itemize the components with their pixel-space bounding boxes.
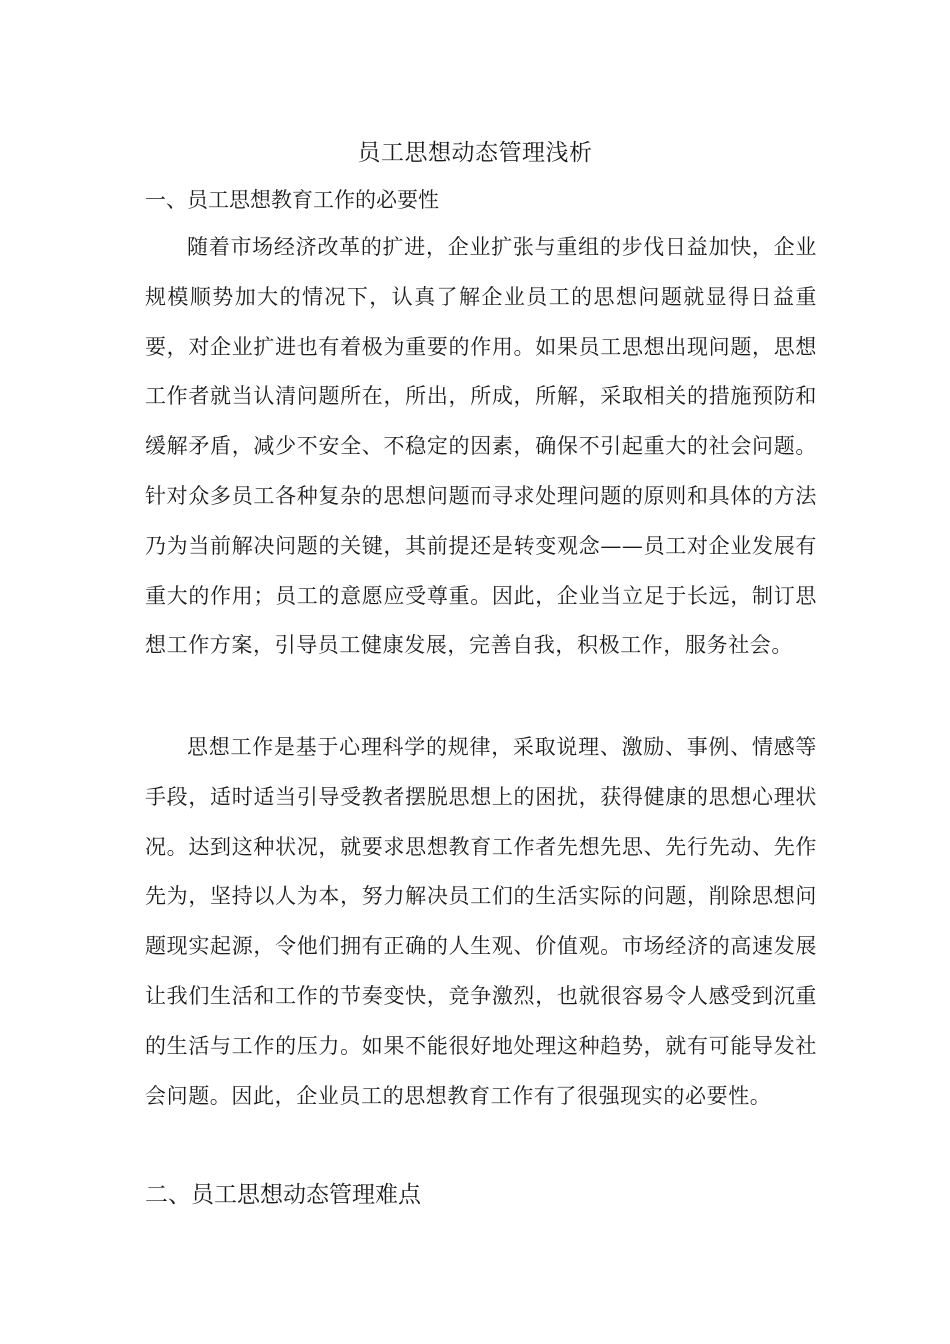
document-title: 员工思想动态管理浅析 [357, 140, 593, 166]
section-heading-1: 一、员工思想教育工作的必要性 [145, 188, 439, 212]
section-heading-2: 二、员工思想动态管理难点 [145, 1182, 421, 1208]
paragraph-2: 思想工作是基于心理科学的规律，采取说理、激励、事例、情感等手段，适时适当引导受教者摆脱思想上的困扰，获得健康的思想心理状况。达到这种状况，就要求思想教育工作者先想先思、先行先动、先作先为，坚持以人为本，努力解决员工们的生活实际的问题，削除思想问题现实起源，令他们拥有正确的人生观、价值观。市场经济的高速发展让我们生活和工作的节奏变快，竞争激烈，也就很容易令人感受到沉重的生活与工作的压力。如果不能很好地处理这种趋势，就有可能导发社会问题。因此，企业员工的思想教育工作有了很强现实的必要性。 [145, 735, 817, 1108]
paragraph-1: 随着市场经济改革的扩进，企业扩张与重组的步伐日益加快，企业规模顺势加大的情况下，认真了解企业员工的思想问题就显得日益重要，对企业扩进也有着极为重要的作用。如果员工思想出现问题，思想工作者就当认清问题所在，所出，所成，所解，采取相关的措施预防和缓解矛盾，减少不安全、不稳定的因素，确保不引起重大的社会问题。针对众多员工各种复杂的思想问题而寻求处理问题的原则和具体的方法乃为当前解决问题的关键，其前提还是转变观念——员工对企业发展有重大的作用；员工的意愿应受尊重。因此，企业当立足于长远，制订思想工作方案，引导员工健康发展，完善自我，积极工作，服务社会。 [145, 235, 817, 658]
